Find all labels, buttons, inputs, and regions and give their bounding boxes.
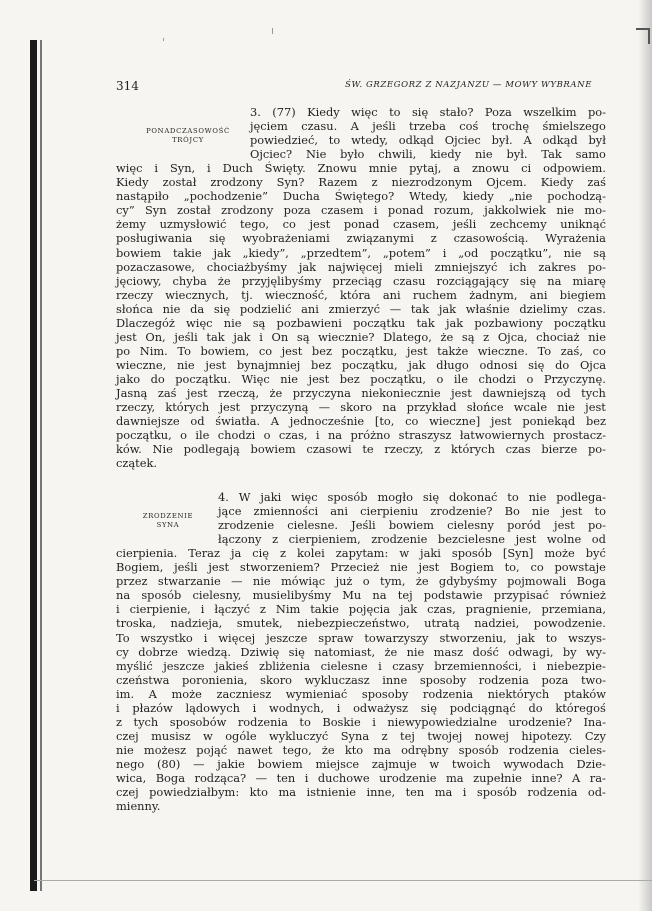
text-line: rzeczy wiecznych, tj. wieczność, która ani ruchem żadnym, ani biegiem [116, 287, 606, 302]
text-line: 3. (77) Kiedy więc to się stało? Poza wszelkim po- [250, 105, 606, 119]
sidenote-timelessness [130, 127, 246, 145]
text-line: nego (80) — jakie bowiem miejsce zajmuje w twoich wywodach Dzie- [116, 756, 606, 771]
bottom-scan-line [34, 880, 652, 881]
text-line: z tych sposobów rodzenia to Boskie i niewypowiedzialne urodzenie? Ina- [116, 714, 606, 729]
text-line: wieczne, nie jest bynajmniej bez początku, jak długo odnosi się do Ojca [116, 357, 606, 372]
text-line: cy” Syn został zrodzony poza czasem i ponad rozum, jakkolwiek nie mo- [116, 203, 606, 218]
text-line: przez stwarzanie — nie mówiąc już o tym, że gdybyśmy pojmowali Boga [116, 574, 606, 589]
text-line: Dlaczegóż więc nie są pozbawieni początku tak jak pozbawiony początku [116, 315, 606, 330]
text-line: jące zmienności ani cierpieniu zrodzenie? Bo nie jest to [218, 504, 606, 519]
text-line: i płazów lądowych i wodnych, i odważysz się podciągnąć do któregoś [116, 700, 606, 715]
text-line: jęciowy, chyba że przyjęlibyśmy przeciąg czasu rozciągający się na miarę [116, 273, 606, 288]
text-line: Ojciec? Nie było chwili, kiedy nie był. Tak samo [250, 147, 606, 162]
binding-edge-shadow [30, 40, 37, 891]
page-edge-shadow [638, 0, 652, 911]
text-line: cierpienia. Teraz ja cię z kolei zapytam: w jaki sposób [Syn] może być [116, 546, 606, 561]
text-line: To wszystko i więcej jeszcze spraw towarzyszy stworzeniu, jak to wszys- [116, 630, 606, 645]
text-line: nie możesz pojąć nawet tego, że kto ma odrębny sposób rodzenia cieles- [116, 742, 606, 757]
text-line: nastąpiło „pochodzenie” Ducha Świętego? Wtedy, kiedy „nie pochodzą- [116, 189, 606, 204]
text-line: czej musisz w ogóle wykluczyć Syna z tej twojej nowej hipotezy. Czy [116, 728, 606, 743]
text-line: posługiwania się wyobrażeniami związanymi z czasowością. Wyrażenia [116, 231, 606, 246]
text-line: czątek. [116, 456, 158, 471]
text-line: słońca nie da się podzielić ani zmierzyć — tak jak właśnie dzielimy czas. [116, 301, 606, 316]
scan-speck [163, 38, 164, 41]
text-line: po Nim. To bowiem, co jest bez początku, jest także wieczne. To zaś, co [116, 343, 606, 358]
text-line: ków. Nie podlegają bowiem czasowi te rzeczy, z których czas bierze po- [116, 442, 606, 457]
text-line: łączony z cierpieniem, zrodzenie bezcielesne jest wolne od [218, 532, 606, 547]
text-line: czej powiedziałbym: kto ma istnienie inne, ten ma i sposób rodzenia od- [116, 785, 606, 800]
text-line: Kiedy został zrodzony Syn? Razem z niezrodzonym Ojcem. Kiedy zaś [116, 175, 606, 190]
text-line: i cierpienie, i łączyć z Nim takie pojęcia jak czas, pragnienie, przemiana, [116, 602, 606, 617]
scan-corner-mark [636, 28, 650, 44]
sidenote-line: SYNA [156, 521, 180, 529]
text-line: początku, o ile chodzi o czas, i na próżno straszysz łatwowiernych prostacz- [116, 428, 606, 443]
text-line: wica, Boga rodząca? — ten i duchowe urodzenie ma zupełnie inne? A ra- [116, 771, 606, 785]
running-title: ŚW. GRZEGORZ Z NAZJANZU — MOWY WYBRANE [345, 80, 592, 90]
sidenote-line: TRÓJCY [172, 136, 204, 144]
text-line: jako do początku. Więc nie jest bez początku, o ile chodzi o Przyczynę. [116, 371, 606, 386]
text-line: czeństwa poronienia, skoro wykluczasz inne sposoby rodzenia poza two- [116, 672, 606, 687]
sidenote-line: PONADCZASOWOŚĆ [146, 127, 230, 135]
text-line: powiedzieć, to wtedy, odkąd Ojciec był. A odkąd był [250, 133, 606, 148]
text-line: mienny. [116, 799, 161, 814]
scan-speck [272, 28, 273, 34]
sidenote-line: ZRODZENIE [142, 512, 194, 520]
text-line: im. A może zaczniesz wymieniać sposoby rodzenia niektórych ptaków [116, 686, 606, 701]
sidenote-birth-of-son [122, 512, 214, 530]
text-line: rzeczy, których jest przyczyną — skoro na przykład słońce wcale nie jest [116, 400, 606, 415]
text-line: cy dobrze wiedzą. Dziwię się natomiast, że nie masz dość odwagi, by wy- [116, 644, 606, 659]
text-line: więc i Syn, i Duch Święty. Znowu mnie pytaj, a znowu ci odpowiem. [116, 161, 606, 176]
text-line: bowiem takie jak „kiedy”, „przedtem”, „potem” i „od początku”, nie są [116, 245, 606, 260]
text-line: na sposób cielesny, musielibyśmy Mu na tej podstawie przypisać również [116, 588, 606, 603]
page-number: 314 [116, 79, 139, 93]
text-line: jest On, jeśli tak jak i On są wiecznie? Dlatego, że są z Ojca, chociaż nie [116, 329, 606, 344]
text-line: jęciem czasu. A jeśli trzeba coś trochę śmielszego [250, 119, 606, 134]
text-line: 4. W jaki więc sposób mogło się dokonać to nie podlega- [218, 490, 606, 504]
text-line: zrodzenie cielesne. Jeśli bowiem cielesny poród jest po- [218, 518, 606, 533]
binding-edge-line [40, 40, 42, 891]
text-line: troska, nadzieja, smutek, niebezpieczeństwo, utratą nadziei, powodzenie. [116, 616, 606, 631]
text-line: myślić jeszcze jakieś zbliżenia cielesne i czasy brzemienności, i niebezpie- [116, 658, 606, 673]
text-line: Jasną zaś jest rzeczą, że przyczyna niekoniecznie jest dawniejszą od tych [116, 386, 606, 400]
text-line: Bogiem, jeśli jest stworzeniem? Przecież nie jest Bogiem to, co powstaje [116, 560, 606, 575]
text-line: dawniejsze od światła. A jednocześnie [to, co wieczne] jest poniekąd bez [116, 414, 606, 429]
text-line: pozaczasowe, chociażbyśmy jak najwięcej mieli zmniejszyć ich zakres po- [116, 259, 606, 274]
text-line: żemy uzmysłowić tego, co jest ponad czasem, jeśli zechcemy uniknąć [116, 217, 606, 232]
